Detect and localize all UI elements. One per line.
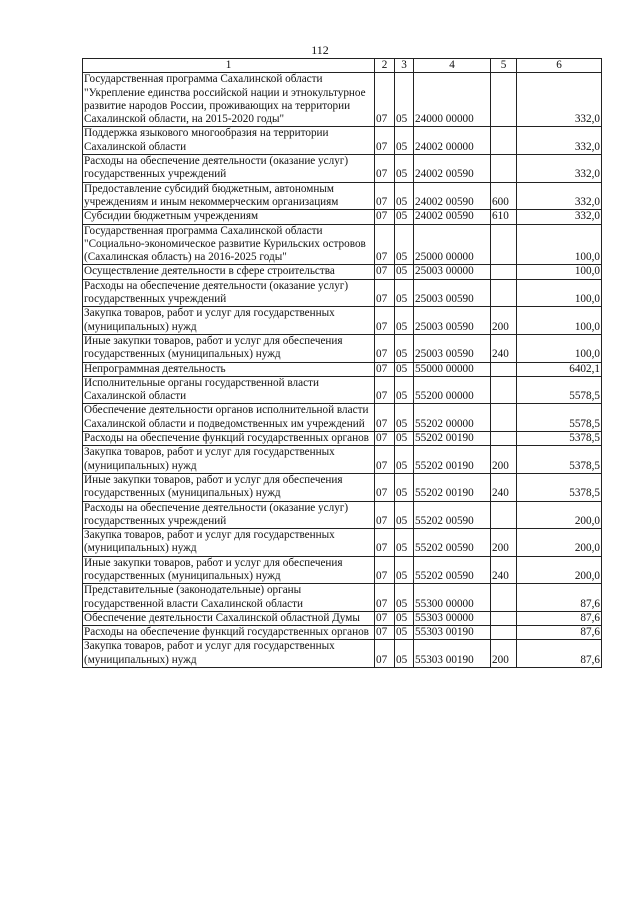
row-target-article-code: 55202 00590 <box>414 556 491 584</box>
row-amount: 100,0 <box>517 279 602 307</box>
row-expense-type-code <box>491 501 517 529</box>
row-target-article-code: 55300 00000 <box>414 584 491 612</box>
row-section-code: 07 <box>375 334 395 362</box>
row-description: Исполнительные органы государственной власти Сахалинской области <box>83 376 375 404</box>
row-subsection-code: 05 <box>395 182 414 210</box>
row-subsection-code: 05 <box>395 73 414 127</box>
row-expense-type-code: 200 <box>491 446 517 474</box>
row-description: Иные закупки товаров, работ и услуг для обеспечения государственных (муниципальных) нужд <box>83 556 375 584</box>
row-description: Закупка товаров, работ и услуг для государственных (муниципальных) нужд <box>83 640 375 668</box>
row-section-code: 07 <box>375 73 395 127</box>
row-expense-type-code: 200 <box>491 529 517 557</box>
row-description: Обеспечение деятельности Сахалинской областной Думы <box>83 611 375 625</box>
row-amount: 5578,5 <box>517 404 602 432</box>
row-subsection-code: 05 <box>395 127 414 155</box>
row-amount: 87,6 <box>517 640 602 668</box>
table-row <box>83 529 602 557</box>
table-row <box>83 265 602 279</box>
page-number: 112 <box>311 43 329 57</box>
row-target-article-code: 55303 00000 <box>414 611 491 625</box>
row-expense-type-code <box>491 626 517 640</box>
row-amount: 5378,5 <box>517 446 602 474</box>
table-row <box>83 556 602 584</box>
budget-table <box>82 58 602 668</box>
row-expense-type-code <box>491 376 517 404</box>
row-section-code: 07 <box>375 224 395 265</box>
row-section-code: 07 <box>375 404 395 432</box>
row-target-article-code: 24002 00000 <box>414 127 491 155</box>
row-expense-type-code: 200 <box>491 640 517 668</box>
row-expense-type-code: 600 <box>491 182 517 210</box>
row-amount: 5378,5 <box>517 432 602 446</box>
table-row <box>83 182 602 210</box>
row-description: Государственная программа Сахалинской области "Укрепление единства российской нации и этнокультурное развитие народов России, проживающих на территории Сахалинской области, на 2015-2020 годы" <box>83 73 375 127</box>
table-row <box>83 501 602 529</box>
row-expense-type-code: 610 <box>491 210 517 224</box>
row-subsection-code: 05 <box>395 362 414 376</box>
row-subsection-code: 05 <box>395 556 414 584</box>
row-description: Расходы на обеспечение деятельности (оказание услуг) государственных учреждений <box>83 155 375 183</box>
row-target-article-code: 55000 00000 <box>414 362 491 376</box>
row-description: Расходы на обеспечение функций государственных органов <box>83 626 375 640</box>
table-row <box>83 155 602 183</box>
row-amount: 5378,5 <box>517 473 602 501</box>
header-col-1: 1 <box>83 59 375 73</box>
row-subsection-code: 05 <box>395 404 414 432</box>
row-description: Предоставление субсидий бюджетным, автономным учреждениям и иным некоммерческим организациям <box>83 182 375 210</box>
table-row <box>83 611 602 625</box>
row-subsection-code: 05 <box>395 626 414 640</box>
row-subsection-code: 05 <box>395 501 414 529</box>
row-section-code: 07 <box>375 473 395 501</box>
row-amount: 87,6 <box>517 611 602 625</box>
row-amount: 100,0 <box>517 334 602 362</box>
row-expense-type-code <box>491 404 517 432</box>
row-expense-type-code <box>491 224 517 265</box>
row-description: Расходы на обеспечение деятельности (оказание услуг) государственных учреждений <box>83 501 375 529</box>
row-description: Представительные (законодательные) органы государственной власти Сахалинской области <box>83 584 375 612</box>
row-amount: 6402,1 <box>517 362 602 376</box>
table-row <box>83 279 602 307</box>
row-amount: 87,6 <box>517 584 602 612</box>
row-section-code: 07 <box>375 182 395 210</box>
row-section-code: 07 <box>375 501 395 529</box>
header-col-4: 4 <box>414 59 491 73</box>
row-section-code: 07 <box>375 155 395 183</box>
row-subsection-code: 05 <box>395 529 414 557</box>
row-amount: 200,0 <box>517 556 602 584</box>
row-target-article-code: 24002 00590 <box>414 182 491 210</box>
row-description: Государственная программа Сахалинской области "Социально-экономическое развитие Курильских островов (Сахалинская область) на 2016-2025 годы" <box>83 224 375 265</box>
header-col-3: 3 <box>395 59 414 73</box>
row-amount: 100,0 <box>517 265 602 279</box>
row-section-code: 07 <box>375 432 395 446</box>
row-target-article-code: 25003 00590 <box>414 279 491 307</box>
row-description: Поддержка языкового многообразия на территории Сахалинской области <box>83 127 375 155</box>
row-amount: 200,0 <box>517 529 602 557</box>
table-body <box>83 73 602 668</box>
row-description: Субсидии бюджетным учреждениям <box>83 210 375 224</box>
row-amount: 5578,5 <box>517 376 602 404</box>
row-amount: 332,0 <box>517 182 602 210</box>
table-header <box>83 59 602 73</box>
row-section-code: 07 <box>375 529 395 557</box>
row-expense-type-code <box>491 611 517 625</box>
row-target-article-code: 24002 00590 <box>414 210 491 224</box>
row-description: Иные закупки товаров, работ и услуг для обеспечения государственных (муниципальных) нужд <box>83 473 375 501</box>
row-amount: 100,0 <box>517 307 602 335</box>
row-subsection-code: 05 <box>395 307 414 335</box>
row-target-article-code: 25003 00590 <box>414 334 491 362</box>
row-amount: 200,0 <box>517 501 602 529</box>
row-subsection-code: 05 <box>395 334 414 362</box>
row-target-article-code: 55202 00000 <box>414 404 491 432</box>
table-row <box>83 626 602 640</box>
row-section-code: 07 <box>375 362 395 376</box>
row-expense-type-code <box>491 362 517 376</box>
row-expense-type-code: 240 <box>491 334 517 362</box>
row-description: Осуществление деятельности в сфере строительства <box>83 265 375 279</box>
row-expense-type-code: 240 <box>491 473 517 501</box>
row-target-article-code: 24002 00590 <box>414 155 491 183</box>
row-target-article-code: 55202 00190 <box>414 446 491 474</box>
row-expense-type-code <box>491 584 517 612</box>
row-expense-type-code <box>491 73 517 127</box>
row-target-article-code: 25000 00000 <box>414 224 491 265</box>
row-section-code: 07 <box>375 127 395 155</box>
row-subsection-code: 05 <box>395 210 414 224</box>
table-row <box>83 307 602 335</box>
table-row <box>83 376 602 404</box>
row-expense-type-code: 240 <box>491 556 517 584</box>
row-target-article-code: 55303 00190 <box>414 640 491 668</box>
row-amount: 100,0 <box>517 224 602 265</box>
row-target-article-code: 55202 00190 <box>414 473 491 501</box>
table-row <box>83 404 602 432</box>
row-expense-type-code <box>491 265 517 279</box>
row-subsection-code: 05 <box>395 584 414 612</box>
table-row <box>83 127 602 155</box>
row-target-article-code: 55202 00190 <box>414 432 491 446</box>
row-section-code: 07 <box>375 376 395 404</box>
table-row <box>83 334 602 362</box>
header-col-2: 2 <box>375 59 395 73</box>
row-section-code: 07 <box>375 446 395 474</box>
row-amount: 87,6 <box>517 626 602 640</box>
row-amount: 332,0 <box>517 73 602 127</box>
row-expense-type-code <box>491 432 517 446</box>
row-subsection-code: 05 <box>395 279 414 307</box>
row-target-article-code: 25003 00000 <box>414 265 491 279</box>
table-row <box>83 584 602 612</box>
row-target-article-code: 55202 00590 <box>414 501 491 529</box>
row-target-article-code: 24000 00000 <box>414 73 491 127</box>
row-subsection-code: 05 <box>395 611 414 625</box>
row-section-code: 07 <box>375 556 395 584</box>
row-amount: 332,0 <box>517 155 602 183</box>
row-section-code: 07 <box>375 279 395 307</box>
table-row <box>83 446 602 474</box>
row-description: Закупка товаров, работ и услуг для государственных (муниципальных) нужд <box>83 307 375 335</box>
row-description: Расходы на обеспечение функций государственных органов <box>83 432 375 446</box>
row-subsection-code: 05 <box>395 473 414 501</box>
row-subsection-code: 05 <box>395 155 414 183</box>
row-description: Закупка товаров, работ и услуг для государственных (муниципальных) нужд <box>83 529 375 557</box>
header-row <box>83 59 602 73</box>
row-expense-type-code <box>491 279 517 307</box>
row-expense-type-code: 200 <box>491 307 517 335</box>
header-col-6: 6 <box>517 59 602 73</box>
row-section-code: 07 <box>375 584 395 612</box>
table-row <box>83 73 602 127</box>
row-description: Расходы на обеспечение деятельности (оказание услуг) государственных учреждений <box>83 279 375 307</box>
row-description: Обеспечение деятельности органов исполнительной власти Сахалинской области и подведомственных им учреждений <box>83 404 375 432</box>
row-section-code: 07 <box>375 640 395 668</box>
row-target-article-code: 55303 00190 <box>414 626 491 640</box>
row-amount: 332,0 <box>517 210 602 224</box>
row-section-code: 07 <box>375 611 395 625</box>
table-row <box>83 362 602 376</box>
row-description: Закупка товаров, работ и услуг для государственных (муниципальных) нужд <box>83 446 375 474</box>
row-section-code: 07 <box>375 307 395 335</box>
row-expense-type-code <box>491 155 517 183</box>
row-subsection-code: 05 <box>395 640 414 668</box>
row-subsection-code: 05 <box>395 265 414 279</box>
row-section-code: 07 <box>375 626 395 640</box>
row-description: Непрограммная деятельность <box>83 362 375 376</box>
table-row <box>83 473 602 501</box>
row-subsection-code: 05 <box>395 446 414 474</box>
header-col-5: 5 <box>491 59 517 73</box>
row-target-article-code: 55202 00590 <box>414 529 491 557</box>
table-row <box>83 432 602 446</box>
table-row <box>83 224 602 265</box>
row-description: Иные закупки товаров, работ и услуг для обеспечения государственных (муниципальных) нужд <box>83 334 375 362</box>
row-amount: 332,0 <box>517 127 602 155</box>
row-subsection-code: 05 <box>395 376 414 404</box>
row-section-code: 07 <box>375 210 395 224</box>
row-target-article-code: 25003 00590 <box>414 307 491 335</box>
table-row <box>83 640 602 668</box>
row-subsection-code: 05 <box>395 224 414 265</box>
row-subsection-code: 05 <box>395 432 414 446</box>
row-target-article-code: 55200 00000 <box>414 376 491 404</box>
table-row <box>83 210 602 224</box>
row-section-code: 07 <box>375 265 395 279</box>
row-expense-type-code <box>491 127 517 155</box>
